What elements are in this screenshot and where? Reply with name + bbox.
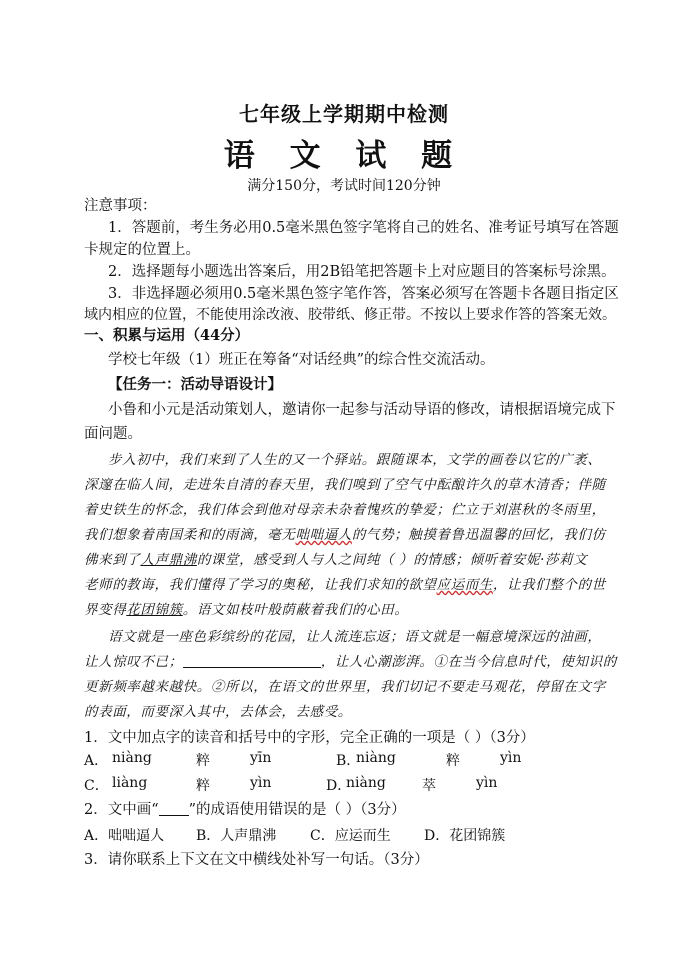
note-3b: 域内相应的位置，不能使用涂改液、胶带纸、修正带。不按以上要求作答的答案无效。 bbox=[84, 307, 616, 323]
subject-title: 语 文 试 题 bbox=[223, 138, 465, 174]
section1-heading: 一、积累与运用（44分） bbox=[84, 327, 250, 344]
passage-text: 让人惊叹不已； bbox=[84, 654, 183, 670]
passage-text: 我们想象着南国柔和的雨滴，毫无 bbox=[84, 527, 296, 543]
passage-text: 的气势；触摸着鲁迅温馨的回忆，我们仿 bbox=[351, 527, 606, 543]
passage-line-1: 步入初中，我们来到了人生的又一个驿站。跟随课本，文学的画卷以它的广袤、 bbox=[108, 452, 602, 468]
q2-option-a[interactable]: A．咄咄逼人 bbox=[84, 828, 165, 844]
option-pinyin: niàng bbox=[356, 750, 396, 766]
option-pinyin: niàng bbox=[346, 775, 386, 791]
passage-text: 的课堂，感受到人与人之间纯（ ）的情感；倾听着安妮·莎莉文 bbox=[196, 552, 588, 568]
passage-text: 界变得 bbox=[84, 602, 127, 618]
note-3a: 3．非选择题必须用0.5毫米黑色签字笔作答，答案必须写在答题卡各题目指定区 bbox=[108, 286, 619, 302]
passage-line-4 bbox=[84, 525, 606, 545]
passage-line-6 bbox=[84, 575, 606, 595]
passage-line-2: 深邃在临人间，走进朱自清的春天里，我们嗅到了空气中酝酿许久的草木清香；伴随 bbox=[84, 477, 606, 493]
q2-option-b[interactable]: B．人声鼎沸 bbox=[196, 828, 277, 844]
passage2-line-2 bbox=[84, 652, 617, 672]
passage-text: 佛来到了 bbox=[84, 552, 141, 568]
passage-text: ，让我们整个的世 bbox=[492, 577, 606, 593]
q1-option-a[interactable] bbox=[84, 750, 272, 770]
option-pinyin: niàng bbox=[112, 750, 152, 766]
option-char: 萃 bbox=[422, 778, 436, 794]
question-2-stem bbox=[84, 800, 406, 820]
prompt-line-b: 面问题。 bbox=[84, 426, 142, 442]
passage-text: 老师的教诲，我们懂得了学习的奥秘，让我们求知的欲望 bbox=[84, 577, 437, 593]
option-char: 粹 bbox=[196, 778, 210, 794]
idiom-huatuanjincu: 花团锦簇 bbox=[126, 602, 183, 618]
q1-option-d[interactable] bbox=[326, 775, 498, 795]
passage2-line-3: 更新频率越来越快。②所以，在语文的世界里，我们切记不要走马观花，停留在文字 bbox=[84, 679, 606, 695]
prompt-line-a: 小鲁和小元是活动策划人，邀请你一起参与活动导语的修改，请根据语境完成下 bbox=[108, 402, 616, 418]
option-pinyin: liàng bbox=[112, 775, 148, 791]
option-letter: B． bbox=[336, 753, 361, 769]
passage-text: 。语文如枝叶般荫蔽着我们的心田。 bbox=[182, 602, 409, 618]
section1-intro: 学校七年级（1）班正在筹备“对话经典”的综合性交流活动。 bbox=[108, 352, 495, 368]
underline-mark bbox=[159, 803, 189, 816]
stem-text: 2．文中画“ bbox=[84, 802, 159, 818]
idiom-renshengdingfei: 人声鼎沸 bbox=[140, 552, 197, 568]
passage2-line-1: 语文就是一座色彩缤纷的花园，让人流连忘返；语文就是一幅意境深远的油画， bbox=[108, 629, 602, 645]
passage-line-3: 着史铁生的怀念，我们体会到他对母亲未杂着愧疚的挚爱；伫立于刘湛秋的冬雨里， bbox=[84, 502, 606, 518]
question-1-stem: 1．文中加点字的读音和括号中的字形，完全正确的一项是（ ）（3分） bbox=[84, 730, 535, 746]
q1-option-b[interactable] bbox=[336, 750, 522, 770]
question-3-stem: 3．请你联系上下文在文中横线处补写一句话。（3分） bbox=[84, 852, 429, 868]
passage-text: ，让人心潮澎湃。①在当今信息时代，使知识的 bbox=[320, 654, 617, 670]
stem-text: ”的成语使用错误的是（ ）（3分） bbox=[188, 802, 406, 818]
passage2-line-4: 的表面，而要深入其中，去体会，去感受。 bbox=[84, 704, 352, 720]
passage-line-7 bbox=[84, 600, 408, 620]
option-letter: A． bbox=[84, 753, 109, 769]
option-pinyin: yìn bbox=[500, 750, 522, 766]
answer-blank[interactable] bbox=[183, 653, 321, 668]
option-char: 粹 bbox=[446, 753, 460, 769]
task1-heading: 【任务一：活动导语设计】 bbox=[108, 376, 282, 393]
idiom-duoduobiren: 咄咄逼人 bbox=[295, 527, 352, 543]
note-1a: 1．答题前，考生务必用0.5毫米黑色签字笔将自己的姓名、准考证号填写在答题 bbox=[108, 220, 619, 236]
option-letter: D． bbox=[326, 778, 352, 794]
note-1b: 卡规定的位置上。 bbox=[84, 242, 200, 258]
grade-title: 七年级上学期期中检测 bbox=[239, 102, 449, 126]
q2-option-c[interactable]: C．应运而生 bbox=[310, 828, 391, 844]
notes-label: 注意事项： bbox=[84, 198, 157, 214]
option-char: 粹 bbox=[196, 753, 210, 769]
option-pinyin: yìn bbox=[476, 775, 498, 791]
option-pinyin: yīn bbox=[250, 750, 272, 766]
q1-option-c[interactable] bbox=[84, 775, 272, 795]
option-pinyin: yìn bbox=[250, 775, 272, 791]
exam-meta: 满分150分，考试时间120分钟 bbox=[247, 178, 441, 194]
note-2: 2．选择题每小题选出答案后，用2B铅笔把答题卡上对应题目的答案标号涂黑。 bbox=[108, 264, 616, 280]
passage-line-5 bbox=[84, 550, 587, 570]
idiom-yingyunersheng: 应运而生 bbox=[436, 577, 493, 593]
q2-option-d[interactable]: D．花团锦簇 bbox=[424, 828, 506, 844]
option-letter: C． bbox=[84, 778, 109, 794]
